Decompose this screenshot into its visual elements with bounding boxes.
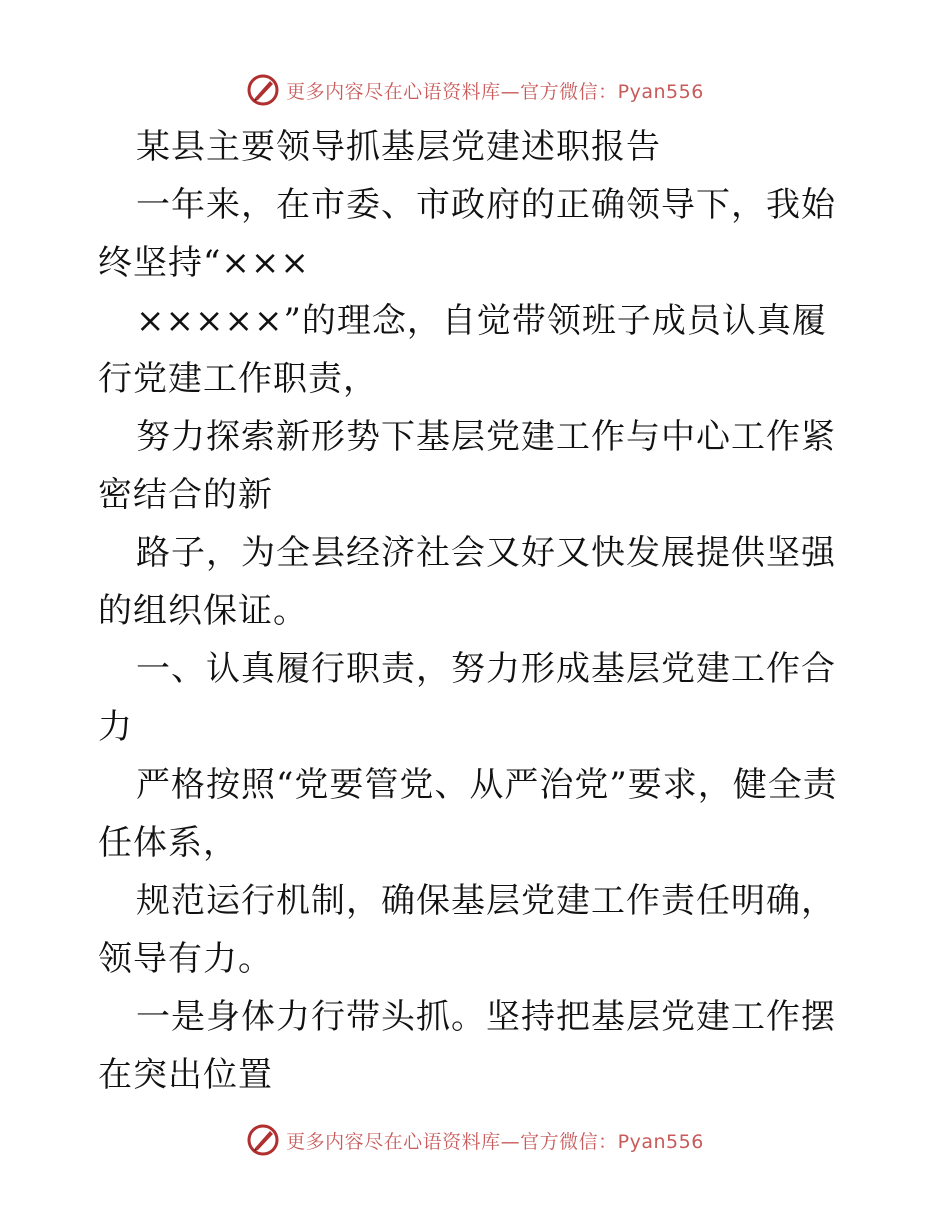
paragraph: 路子，为全县经济社会又好又快发展提供坚强的组织保证。 xyxy=(98,533,836,631)
paragraph: 一年来，在市委、市政府的正确领导下，我始终坚持“××× xyxy=(98,185,836,283)
paragraph: 严格按照“党要管党、从严治党”要求，健全责任体系， xyxy=(98,765,838,863)
paragraph: ×××××”的理念，自觉带领班子成员认真履行党建工作职责， xyxy=(98,301,827,399)
document-title: 某县主要领导抓基层党建述职报告 xyxy=(136,127,661,167)
watermark-text: 更多内容尽在心语资料库—官方微信：Pyan556 xyxy=(286,80,704,103)
watermark-text: 更多内容尽在心语资料库—官方微信：Pyan556 xyxy=(286,1130,704,1153)
paragraph: 努力探索新形势下基层党建工作与中心工作紧密结合的新 xyxy=(98,417,836,515)
quill-logo-icon xyxy=(246,1123,280,1157)
header-watermark xyxy=(0,70,950,110)
paragraph: 一是身体力行带头抓。坚持把基层党建工作摆在突出位置 xyxy=(98,997,836,1095)
quill-logo-icon xyxy=(246,73,280,107)
footer-watermark xyxy=(0,1120,950,1160)
document-body xyxy=(98,118,858,1104)
paragraph: 规范运行机制，确保基层党建工作责任明确，领导有力。 xyxy=(98,881,836,979)
section-heading: 一、认真履行职责，努力形成基层党建工作合力 xyxy=(98,649,836,747)
